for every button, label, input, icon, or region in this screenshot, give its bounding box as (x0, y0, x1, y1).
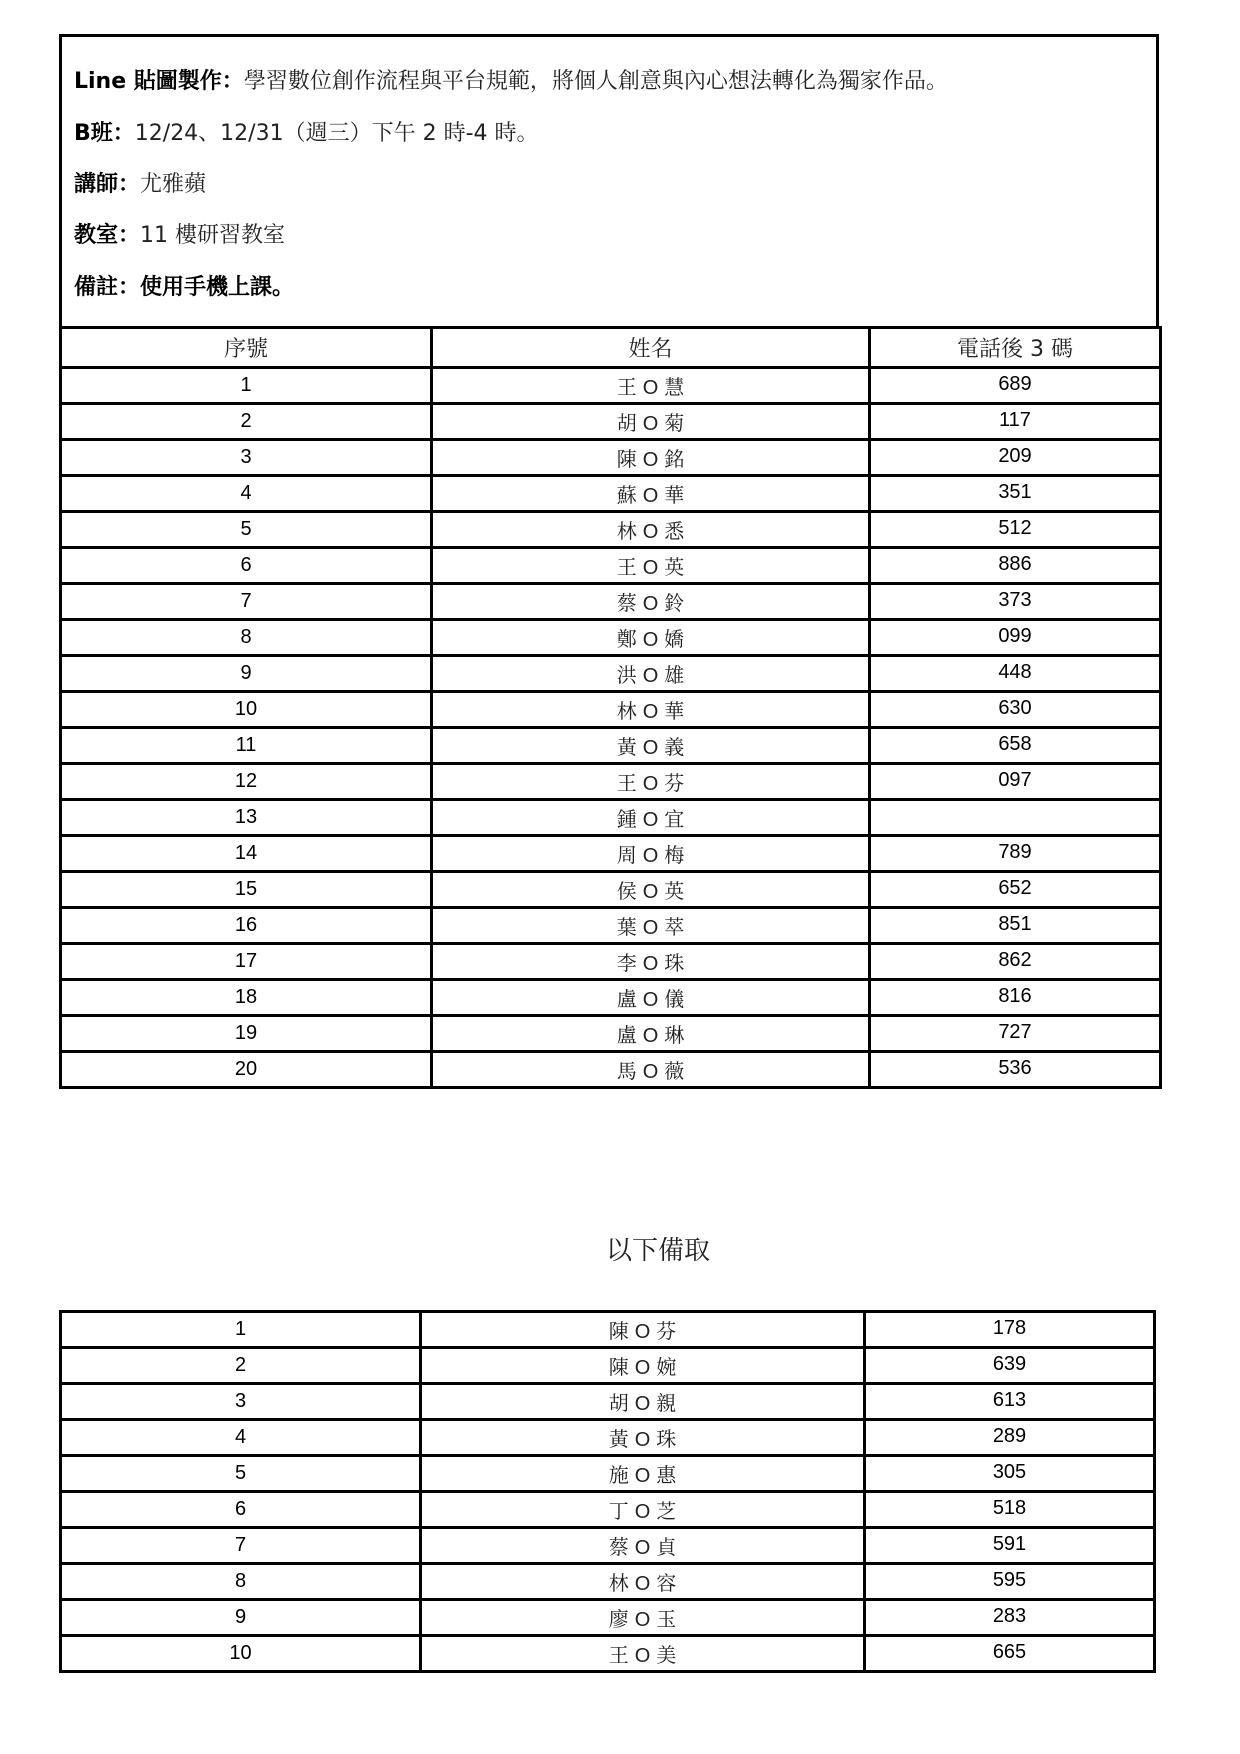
phone-last-3-cell: 209 (870, 440, 1161, 476)
table-row (61, 728, 1161, 764)
serial-number-cell: 11 (61, 728, 432, 764)
table-row (61, 836, 1161, 872)
course-title-label: Line 貼圖製作： (74, 69, 244, 94)
masked-character: O (634, 1573, 651, 1595)
surname: 黃 (616, 735, 637, 759)
given-name: 雄 (664, 663, 685, 687)
serial-number-cell: 15 (61, 872, 432, 908)
table-row (61, 368, 1161, 404)
surname: 廖 (608, 1607, 629, 1631)
surname: 王 (616, 375, 637, 399)
masked-character: O (634, 1465, 651, 1487)
table-row (61, 1384, 1155, 1420)
given-name: 薇 (664, 1059, 685, 1083)
table-row (61, 476, 1161, 512)
table-row (61, 656, 1161, 692)
enrollment-table (59, 326, 1162, 1089)
name-cell (432, 440, 870, 476)
phone-last-3-cell: 373 (870, 584, 1161, 620)
table-row (61, 872, 1161, 908)
phone-last-3-cell: 851 (870, 908, 1161, 944)
surname: 王 (616, 555, 637, 579)
serial-number-cell: 4 (61, 1420, 421, 1456)
phone-last-3-cell: 518 (865, 1492, 1155, 1528)
name-cell (421, 1600, 865, 1636)
table-row (61, 1420, 1155, 1456)
surname: 盧 (616, 1023, 637, 1047)
phone-last-3-cell: 289 (865, 1420, 1155, 1456)
name-cell (421, 1528, 865, 1564)
header-phone-last-3: 電話後 3 碼 (870, 328, 1161, 368)
masked-character: O (642, 557, 659, 579)
masked-character: O (642, 917, 659, 939)
masked-character: O (642, 989, 659, 1011)
table-row (61, 1016, 1161, 1052)
given-name: 珠 (656, 1427, 677, 1451)
masked-character: O (634, 1357, 651, 1379)
surname: 鍾 (616, 807, 637, 831)
given-name: 美 (656, 1643, 677, 1667)
class-schedule-line (74, 119, 539, 149)
phone-last-3-cell: 630 (870, 692, 1161, 728)
table-row (61, 512, 1161, 548)
serial-number-cell: 13 (61, 800, 432, 836)
surname: 葉 (616, 915, 637, 939)
given-name: 婉 (656, 1355, 677, 1379)
serial-number-cell: 14 (61, 836, 432, 872)
given-name: 慧 (664, 375, 685, 399)
table-row (61, 1348, 1155, 1384)
phone-last-3-cell: 816 (870, 980, 1161, 1016)
given-name: 英 (664, 555, 685, 579)
surname: 蘇 (616, 483, 637, 507)
header-name: 姓名 (432, 328, 870, 368)
classroom-line (74, 221, 285, 251)
masked-character: O (642, 701, 659, 723)
phone-last-3-cell: 652 (870, 872, 1161, 908)
waitlist-table (59, 1310, 1156, 1673)
surname: 鄭 (616, 627, 637, 651)
phone-last-3-cell: 178 (865, 1312, 1155, 1348)
given-name: 萃 (664, 915, 685, 939)
given-name: 容 (656, 1571, 677, 1595)
classroom-value: 11 樓研習教室 (140, 223, 286, 248)
name-cell (432, 548, 870, 584)
phone-last-3-cell: 886 (870, 548, 1161, 584)
serial-number-cell: 10 (61, 1636, 421, 1672)
given-name: 玉 (656, 1607, 677, 1631)
surname: 洪 (616, 663, 637, 687)
surname: 盧 (616, 987, 637, 1011)
phone-last-3-cell: 099 (870, 620, 1161, 656)
surname: 王 (608, 1643, 629, 1667)
table-row (61, 908, 1161, 944)
phone-last-3-cell: 591 (865, 1528, 1155, 1564)
name-cell (421, 1456, 865, 1492)
serial-number-cell: 3 (61, 440, 432, 476)
given-name: 英 (664, 879, 685, 903)
given-name: 珠 (664, 951, 685, 975)
masked-character: O (642, 521, 659, 543)
table-row (61, 404, 1161, 440)
masked-character: O (642, 629, 659, 651)
surname: 陳 (616, 447, 637, 471)
serial-number-cell: 10 (61, 692, 432, 728)
serial-number-cell: 6 (61, 1492, 421, 1528)
instructor-line (74, 170, 206, 200)
waitlist-heading: 以下備取 (605, 1236, 710, 1266)
masked-character: O (642, 881, 659, 903)
phone-last-3-cell: 665 (865, 1636, 1155, 1672)
table-row (61, 1052, 1161, 1088)
name-cell (421, 1492, 865, 1528)
course-description: 學習數位創作流程與平台規範，將個人創意與內心想法轉化為獨家作品。 (243, 69, 948, 94)
table-row (61, 1456, 1155, 1492)
surname: 胡 (608, 1391, 629, 1415)
surname: 林 (608, 1571, 629, 1595)
phone-last-3-cell: 613 (865, 1384, 1155, 1420)
serial-number-cell: 19 (61, 1016, 432, 1052)
serial-number-cell: 12 (61, 764, 432, 800)
table-row (61, 1564, 1155, 1600)
masked-character: O (642, 485, 659, 507)
surname: 施 (608, 1463, 629, 1487)
masked-character: O (634, 1609, 651, 1631)
given-name: 梅 (664, 843, 685, 867)
note-value: 使用手機上課。 (140, 275, 295, 300)
name-cell (432, 872, 870, 908)
name-cell (432, 944, 870, 980)
serial-number-cell: 8 (61, 620, 432, 656)
name-cell (421, 1564, 865, 1600)
given-name: 悉 (664, 519, 685, 543)
phone-last-3-cell: 448 (870, 656, 1161, 692)
masked-character: O (642, 1061, 659, 1083)
masked-character: O (634, 1393, 651, 1415)
masked-character: O (642, 1025, 659, 1047)
name-cell (432, 692, 870, 728)
phone-last-3-cell: 639 (865, 1348, 1155, 1384)
serial-number-cell: 5 (61, 512, 432, 548)
course-title-line (74, 67, 948, 97)
masked-character: O (634, 1537, 651, 1559)
table-row (61, 764, 1161, 800)
surname: 黃 (608, 1427, 629, 1451)
name-cell (432, 404, 870, 440)
table-row (61, 1600, 1155, 1636)
masked-character: O (642, 773, 659, 795)
given-name: 芬 (656, 1319, 677, 1343)
name-cell (432, 620, 870, 656)
masked-character: O (642, 737, 659, 759)
table-row (61, 800, 1161, 836)
phone-last-3-cell: 117 (870, 404, 1161, 440)
given-name: 惠 (656, 1463, 677, 1487)
table-row (61, 1636, 1155, 1672)
name-cell (432, 584, 870, 620)
phone-last-3-cell: 536 (870, 1052, 1161, 1088)
given-name: 嬌 (664, 627, 685, 651)
table-row (61, 1528, 1155, 1564)
table-row (61, 1492, 1155, 1528)
table-row (61, 440, 1161, 476)
phone-last-3-cell: 351 (870, 476, 1161, 512)
masked-character: O (642, 449, 659, 471)
name-cell (421, 1420, 865, 1456)
given-name: 鈴 (664, 591, 685, 615)
serial-number-cell: 2 (61, 1348, 421, 1384)
surname: 蔡 (608, 1535, 629, 1559)
phone-last-3-cell: 727 (870, 1016, 1161, 1052)
classroom-label: 教室： (74, 223, 141, 248)
name-cell (432, 764, 870, 800)
serial-number-cell: 17 (61, 944, 432, 980)
phone-last-3-cell: 862 (870, 944, 1161, 980)
note-line (74, 273, 294, 303)
instructor-name: 尤雅蘋 (140, 172, 207, 197)
class-label: B班： (74, 121, 135, 146)
surname: 陳 (608, 1319, 629, 1343)
serial-number-cell: 9 (61, 1600, 421, 1636)
phone-last-3-cell: 097 (870, 764, 1161, 800)
masked-character: O (642, 953, 659, 975)
table-row (61, 692, 1161, 728)
masked-character: O (634, 1645, 651, 1667)
name-cell (432, 728, 870, 764)
name-cell (432, 980, 870, 1016)
serial-number-cell: 2 (61, 404, 432, 440)
masked-character: O (634, 1321, 651, 1343)
table-row (61, 944, 1161, 980)
name-cell (432, 908, 870, 944)
serial-number-cell: 7 (61, 1528, 421, 1564)
surname: 胡 (616, 411, 637, 435)
given-name: 華 (664, 699, 685, 723)
name-cell (432, 368, 870, 404)
surname: 王 (616, 771, 637, 795)
surname: 蔡 (616, 591, 637, 615)
phone-last-3-cell (870, 800, 1161, 836)
note-label: 備註： (74, 275, 141, 300)
name-cell (432, 512, 870, 548)
name-cell (432, 836, 870, 872)
given-name: 琳 (664, 1023, 685, 1047)
given-name: 親 (656, 1391, 677, 1415)
surname: 林 (616, 699, 637, 723)
course-info-box (59, 34, 1159, 326)
given-name: 義 (664, 735, 685, 759)
table-row (61, 980, 1161, 1016)
given-name: 華 (664, 483, 685, 507)
given-name: 菊 (664, 411, 685, 435)
given-name: 貞 (656, 1535, 677, 1559)
given-name: 芬 (664, 771, 685, 795)
serial-number-cell: 5 (61, 1456, 421, 1492)
table-row (61, 584, 1161, 620)
masked-character: O (642, 845, 659, 867)
name-cell (421, 1384, 865, 1420)
surname: 李 (616, 951, 637, 975)
phone-last-3-cell: 689 (870, 368, 1161, 404)
masked-character: O (642, 413, 659, 435)
given-name: 儀 (664, 987, 685, 1011)
phone-last-3-cell: 789 (870, 836, 1161, 872)
name-cell (421, 1636, 865, 1672)
given-name: 銘 (664, 447, 685, 471)
name-cell (432, 476, 870, 512)
serial-number-cell: 18 (61, 980, 432, 1016)
phone-last-3-cell: 283 (865, 1600, 1155, 1636)
given-name: 芝 (656, 1499, 677, 1523)
serial-number-cell: 7 (61, 584, 432, 620)
instructor-label: 講師： (74, 172, 141, 197)
serial-number-cell: 16 (61, 908, 432, 944)
serial-number-cell: 1 (61, 1312, 421, 1348)
table-row (61, 548, 1161, 584)
masked-character: O (642, 809, 659, 831)
given-name: 宜 (664, 807, 685, 831)
masked-character: O (634, 1429, 651, 1451)
surname: 陳 (608, 1355, 629, 1379)
name-cell (421, 1348, 865, 1384)
serial-number-cell: 8 (61, 1564, 421, 1600)
phone-last-3-cell: 595 (865, 1564, 1155, 1600)
phone-last-3-cell: 305 (865, 1456, 1155, 1492)
name-cell (432, 1016, 870, 1052)
surname: 馬 (616, 1059, 637, 1083)
masked-character: O (642, 377, 659, 399)
serial-number-cell: 6 (61, 548, 432, 584)
surname: 林 (616, 519, 637, 543)
serial-number-cell: 4 (61, 476, 432, 512)
serial-number-cell: 9 (61, 656, 432, 692)
name-cell (432, 656, 870, 692)
surname: 侯 (616, 879, 637, 903)
class-schedule: 12/24、12/31（週三）下午 2 時-4 時。 (134, 121, 539, 146)
surname: 周 (616, 843, 637, 867)
phone-last-3-cell: 512 (870, 512, 1161, 548)
name-cell (432, 800, 870, 836)
masked-character: O (642, 665, 659, 687)
surname: 丁 (608, 1499, 629, 1523)
table-header-row (61, 328, 1161, 368)
phone-last-3-cell: 658 (870, 728, 1161, 764)
serial-number-cell: 20 (61, 1052, 432, 1088)
masked-character: O (634, 1501, 651, 1523)
table-row (61, 1312, 1155, 1348)
serial-number-cell: 3 (61, 1384, 421, 1420)
masked-character: O (642, 593, 659, 615)
table-row (61, 620, 1161, 656)
serial-number-cell: 1 (61, 368, 432, 404)
name-cell (432, 1052, 870, 1088)
name-cell (421, 1312, 865, 1348)
header-serial-number: 序號 (61, 328, 432, 368)
